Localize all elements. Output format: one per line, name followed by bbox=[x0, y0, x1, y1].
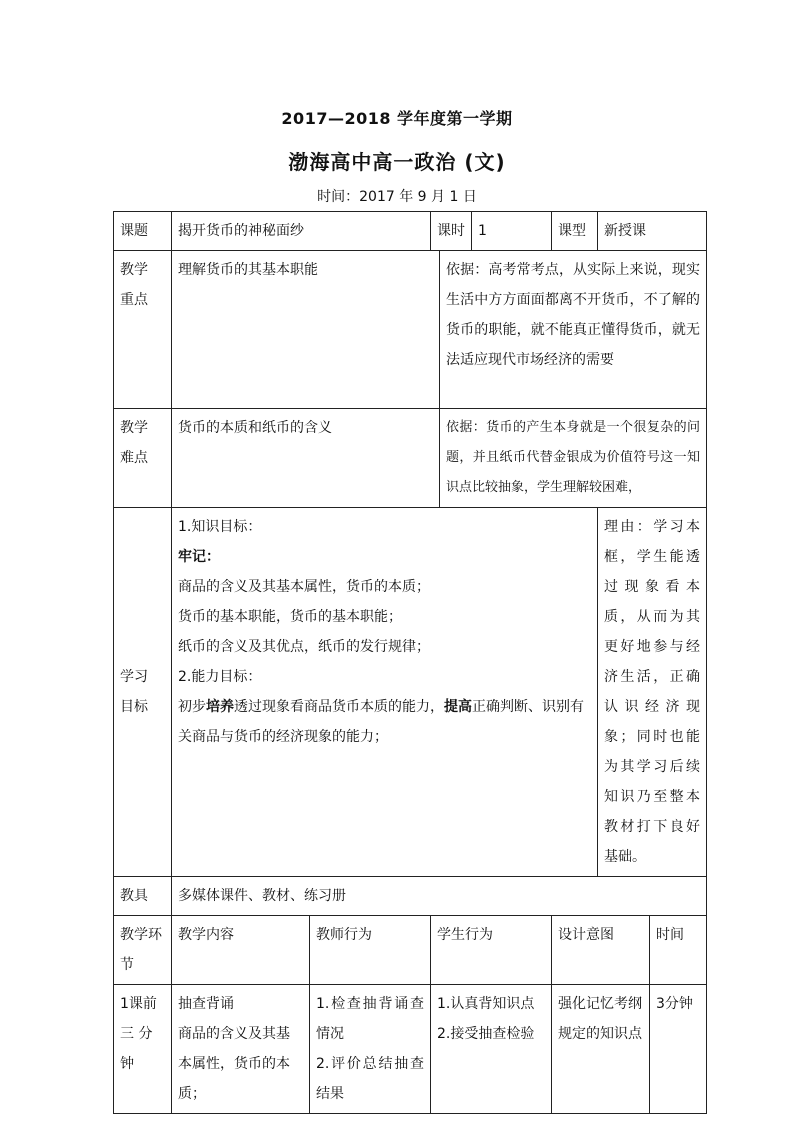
objective-line-6: 2.能力目标： bbox=[178, 669, 262, 685]
key-points-label-line1: 教学 bbox=[120, 262, 148, 278]
objective-line-1: 1.知识目标： bbox=[178, 519, 262, 535]
objective-line-4: 货币的基本职能，货币的基本职能； bbox=[178, 609, 402, 625]
objective-text-c: 透过现象看商品货币本质的能力， bbox=[234, 699, 444, 715]
info-row bbox=[114, 212, 707, 251]
process-teacher-header: 教师行为 bbox=[310, 916, 431, 985]
process-content-header: 教学内容 bbox=[172, 916, 310, 985]
process-teacher-cell: 1.检查抽背诵查情况 2.评价总结抽查结果 bbox=[310, 985, 431, 1114]
key-points-label bbox=[114, 251, 172, 409]
key-points-row bbox=[114, 251, 707, 409]
topic-value: 揭开货币的神秘面纱 bbox=[172, 212, 431, 251]
objectives-row bbox=[114, 508, 707, 877]
difficult-points-label-line2: 难点 bbox=[120, 450, 148, 466]
objectives-label-line1: 学习 bbox=[120, 669, 148, 685]
key-points-content: 理解货币的其基本职能 bbox=[172, 251, 440, 409]
period-value: 1 bbox=[472, 212, 552, 251]
period-label: 课时 bbox=[431, 212, 472, 251]
type-value: 新授课 bbox=[598, 212, 707, 251]
topic-label: 课题 bbox=[114, 212, 172, 251]
process-student-cell: 1.认真背知识点 2.接受抽查检验 bbox=[431, 985, 552, 1114]
tools-row bbox=[114, 877, 707, 916]
date-line: 时间：2017 年 9 月 1 日 bbox=[317, 189, 477, 205]
objective-text-e: 正确判断、识别有关商品与货币的经济现象的能力； bbox=[178, 699, 584, 745]
lesson-plan-table bbox=[113, 211, 707, 1114]
objective-line-7 bbox=[178, 692, 591, 752]
process-time-header: 时间 bbox=[650, 916, 707, 985]
difficult-points-label-line1: 教学 bbox=[120, 420, 148, 436]
difficult-points-label bbox=[114, 409, 172, 508]
process-stage-cell: 1课前三 分 钟 bbox=[114, 985, 172, 1114]
memorize-label: 牢记： bbox=[178, 549, 220, 565]
process-row bbox=[114, 985, 707, 1114]
objective-text-a: 初步 bbox=[178, 699, 206, 715]
school-subject-title: 渤海高中高一政治 (文) bbox=[288, 150, 506, 174]
tools-label: 教具 bbox=[114, 877, 172, 916]
objective-bold-improve: 提高 bbox=[444, 699, 472, 715]
tools-value: 多媒体课件、教材、练习册 bbox=[172, 877, 707, 916]
process-header-row bbox=[114, 916, 707, 985]
objectives-label-line2: 目标 bbox=[120, 699, 148, 715]
objective-line-3: 商品的含义及其基本属性，货币的本质； bbox=[178, 579, 430, 595]
process-intent-cell: 强化记忆考纲规定的知识点 bbox=[552, 985, 650, 1114]
objectives-reason: 理由：学习本框，学生能透过现象看本质，从而为其更好地参与经济生活，正确认识经济现象；同时也能为其学习后续知识乃至整本教材打下良好基础。 bbox=[598, 508, 707, 877]
key-points-reason: 依据：高考常考点，从实际上来说，现实生活中方方面面都离不开货币，不了解的货币的职能，就不能真正懂得货币，就无法适应现代市场经济的需要 bbox=[440, 251, 707, 409]
process-intent-header: 设计意图 bbox=[552, 916, 650, 985]
type-label: 课型 bbox=[552, 212, 598, 251]
process-student-header: 学生行为 bbox=[431, 916, 552, 985]
objective-line-2 bbox=[178, 542, 591, 572]
objectives-content bbox=[172, 508, 598, 877]
difficult-points-reason: 依据：货币的产生本身就是一个很复杂的问题，并且纸币代替金银成为价值符号这一知识点比较抽象，学生理解较困难， bbox=[440, 409, 707, 508]
objective-bold-cultivate: 培养 bbox=[206, 699, 234, 715]
process-time-cell: 3分钟 bbox=[650, 985, 707, 1114]
objectives-label bbox=[114, 508, 172, 877]
objective-line-5: 纸币的含义及其优点，纸币的发行规律； bbox=[178, 639, 430, 655]
difficult-points-row bbox=[114, 409, 707, 508]
process-content-cell: 抽查背诵 商品的含义及其基本属性，货币的本质； bbox=[172, 985, 310, 1114]
difficult-points-content: 货币的本质和纸币的含义 bbox=[172, 409, 440, 508]
key-points-label-line2: 重点 bbox=[120, 292, 148, 308]
term-title: 2017—2018 学年度第一学期 bbox=[281, 109, 513, 128]
process-stage-header: 教学环节 bbox=[114, 916, 172, 985]
